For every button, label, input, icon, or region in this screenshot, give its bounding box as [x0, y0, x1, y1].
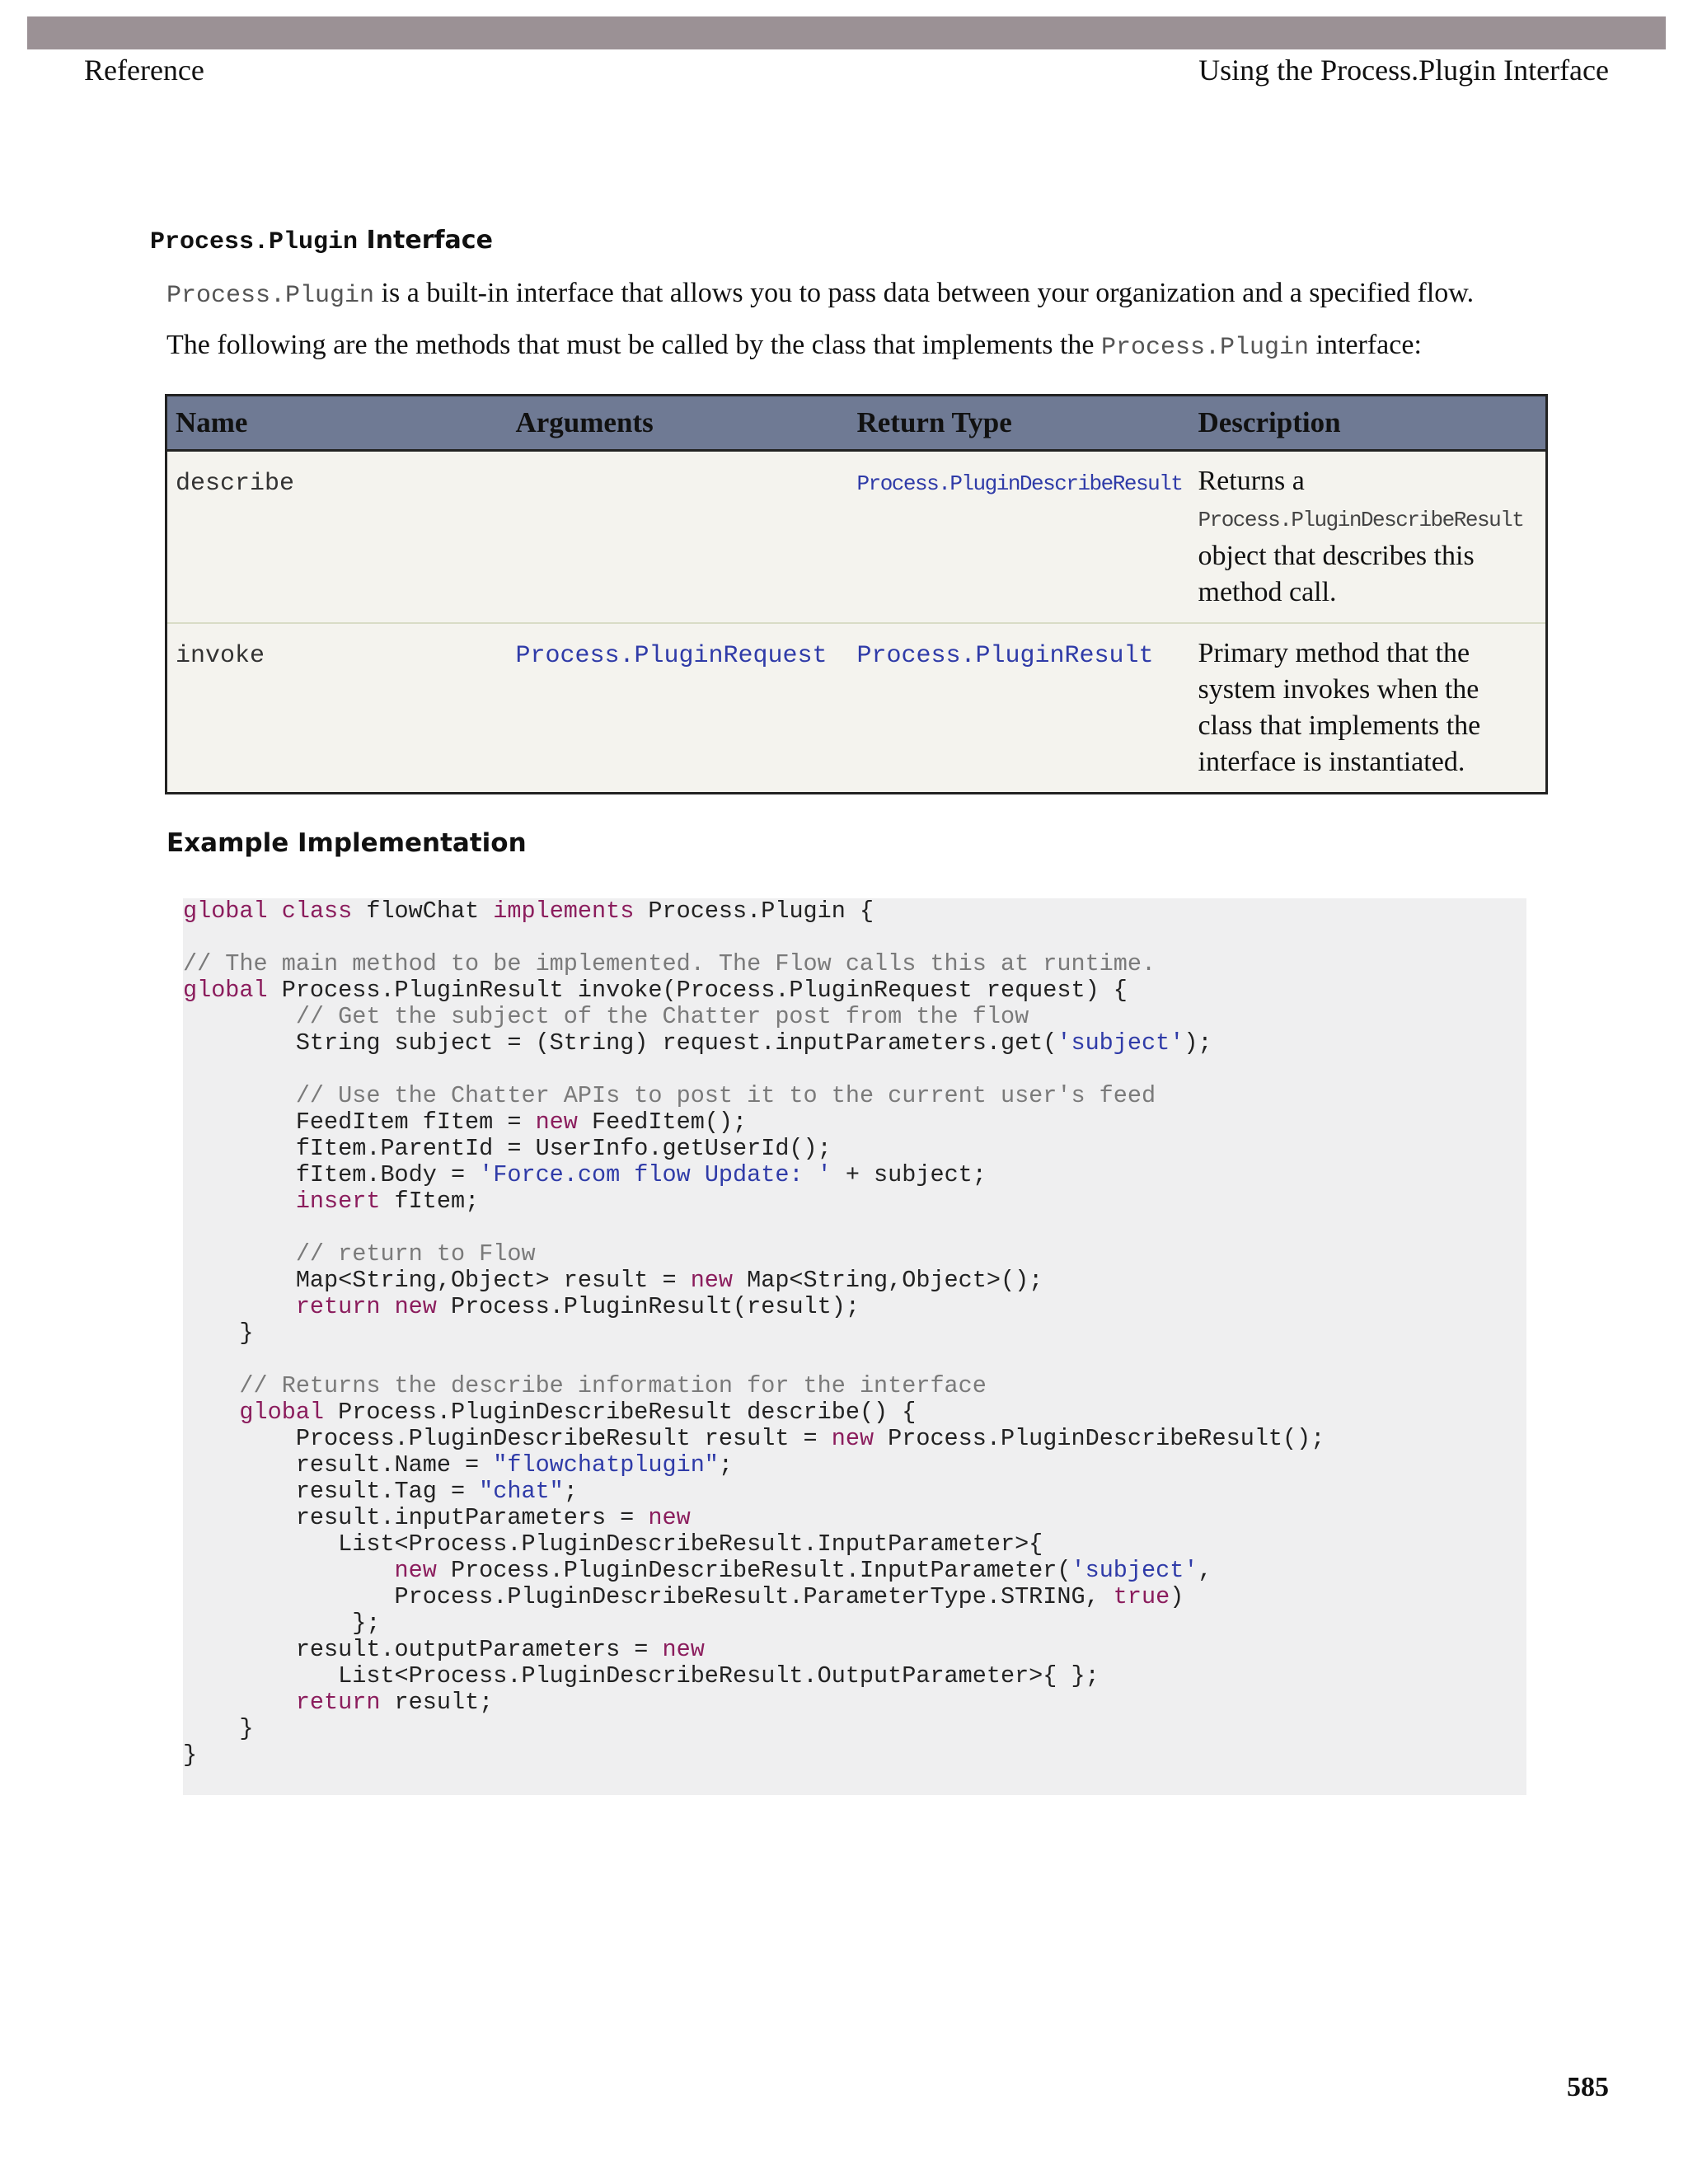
method-name: describe	[176, 470, 295, 498]
code-line	[183, 1083, 1526, 1109]
code-keyword: new	[662, 1636, 705, 1663]
code-text: fItem.ParentId = UserInfo.getUserId();	[183, 1135, 832, 1162]
method-arguments-cell	[508, 451, 849, 624]
code-text	[183, 1082, 296, 1109]
code-line	[183, 1637, 1526, 1663]
code-string: 'Force.com flow Update: '	[479, 1161, 832, 1188]
code-text: ;	[563, 1478, 578, 1505]
code-line	[183, 1742, 1526, 1769]
code-text	[183, 1293, 296, 1320]
code-line	[183, 1109, 1526, 1136]
methods-table	[165, 394, 1548, 794]
description-text: Primary method that the system invokes when the class that implements the interface is instantiated.	[1198, 638, 1481, 777]
code-line	[183, 1558, 1526, 1584]
code-text: ;	[718, 1451, 734, 1479]
code-text: List<Process.PluginDescribeResult.InputParameter>{	[183, 1530, 1043, 1558]
methods-intro-after: interface:	[1309, 330, 1422, 360]
code-text	[183, 1240, 296, 1268]
code-text	[268, 898, 282, 925]
code-text: }	[183, 1741, 198, 1769]
code-comment: // return to Flow	[295, 1240, 536, 1268]
method-arguments-cell	[508, 623, 849, 794]
intro-text: is a built-in interface that allows you to pass data between your organization and a specified flow.	[374, 278, 1475, 308]
code-text: result.Tag =	[183, 1478, 480, 1505]
code-line	[183, 1136, 1526, 1162]
running-head-left: Reference	[84, 54, 204, 87]
section-title-text: Interface	[358, 226, 493, 255]
return-type-link[interactable]: Process.PluginResult	[856, 642, 1154, 670]
section-title	[150, 226, 493, 256]
code-keyword: class	[281, 898, 353, 925]
code-keyword: new	[394, 1293, 437, 1320]
code-text	[183, 1399, 239, 1426]
code-text: List<Process.PluginDescribeResult.OutputParameter>{ };	[183, 1662, 1100, 1690]
code-text: Process.PluginDescribeResult.ParameterType.STRING,	[183, 1583, 1114, 1610]
code-text	[183, 1372, 239, 1399]
code-line	[183, 1531, 1526, 1558]
method-name-cell	[166, 623, 508, 794]
code-line	[183, 951, 1526, 977]
code-line	[183, 1716, 1526, 1742]
code-line	[183, 1399, 1526, 1426]
code-text	[380, 1293, 394, 1320]
code-line	[183, 1057, 1526, 1083]
method-return-type-cell	[849, 623, 1190, 794]
code-text: );	[1184, 1029, 1212, 1057]
code-keyword: new	[535, 1108, 578, 1136]
code-keyword: return	[295, 1293, 381, 1320]
code-text: Process.PluginResult invoke(Process.PluginRequest request) {	[267, 977, 1128, 1004]
code-keyword: new	[690, 1267, 734, 1294]
description-text: Returns a	[1198, 466, 1305, 496]
code-keyword: new	[394, 1557, 437, 1584]
method-name-cell	[166, 451, 508, 624]
code-line	[183, 1690, 1526, 1716]
code-text: };	[183, 1610, 381, 1637]
code-text: Process.Plugin {	[634, 898, 874, 925]
method-return-type-cell	[849, 451, 1190, 624]
section-title-code: Process.Plugin	[150, 228, 359, 256]
page-number: 585	[1567, 2072, 1609, 2102]
code-line	[183, 1505, 1526, 1531]
code-line	[183, 1268, 1526, 1294]
code-text	[183, 1557, 395, 1584]
column-header-description: Description	[1190, 396, 1547, 451]
code-line	[183, 1294, 1526, 1320]
code-text: result;	[380, 1689, 494, 1716]
code-text: FeedItem();	[577, 1108, 748, 1136]
code-keyword: implements	[493, 898, 635, 925]
table-row	[166, 623, 1547, 794]
code-text	[183, 1188, 296, 1215]
code-line	[183, 1610, 1526, 1637]
column-header-name: Name	[166, 396, 508, 451]
code-text: )	[1170, 1583, 1184, 1610]
code-block	[183, 898, 1526, 1795]
code-text: FeedItem fItem =	[183, 1108, 536, 1136]
methods-intro-before: The following are the methods that must be called by the class that implements the	[166, 330, 1101, 360]
code-text: Map<String,Object>();	[733, 1267, 1043, 1294]
description-code: Process.PluginDescribeResult	[1198, 508, 1524, 532]
code-line	[183, 898, 1526, 925]
table-header-row	[166, 396, 1547, 451]
example-heading: Example Implementation	[166, 828, 527, 858]
code-text: fItem;	[380, 1188, 480, 1215]
code-comment: // Get the subject of the Chatter post from the flow	[295, 1003, 1029, 1030]
code-text: Process.PluginDescribeResult result =	[183, 1425, 832, 1452]
code-text: ,	[1198, 1557, 1212, 1584]
code-line	[183, 1188, 1526, 1215]
column-header-arguments: Arguments	[508, 396, 849, 451]
code-line	[183, 1215, 1526, 1241]
code-text: Map<String,Object> result =	[183, 1267, 691, 1294]
code-line	[183, 977, 1526, 1004]
code-line	[183, 1162, 1526, 1188]
intro-code: Process.Plugin	[166, 282, 375, 310]
argument-link[interactable]: Process.PluginRequest	[515, 642, 828, 670]
code-text: }	[183, 1319, 254, 1347]
code-line	[183, 1241, 1526, 1268]
code-keyword: insert	[295, 1188, 381, 1215]
code-text: fItem.Body =	[183, 1161, 480, 1188]
code-text: result.inputParameters =	[183, 1504, 649, 1531]
code-line	[183, 1584, 1526, 1610]
return-type-link[interactable]: Process.PluginDescribeResult	[856, 471, 1183, 496]
methods-intro-code: Process.Plugin	[1101, 334, 1310, 362]
code-line	[183, 1426, 1526, 1452]
code-text: + subject;	[831, 1161, 987, 1188]
column-header-return-type: Return Type	[849, 396, 1190, 451]
code-keyword: return	[295, 1689, 381, 1716]
code-string: "flowchatplugin"	[493, 1451, 719, 1479]
code-line	[183, 1347, 1526, 1373]
code-string: "chat"	[479, 1478, 564, 1505]
methods-intro-paragraph	[166, 327, 1422, 366]
code-comment: // Use the Chatter APIs to post it to the current user's feed	[295, 1082, 1156, 1109]
code-text: result.outputParameters =	[183, 1636, 663, 1663]
code-keyword: global	[183, 977, 268, 1004]
header-bar	[27, 16, 1666, 49]
code-line	[183, 1004, 1526, 1030]
code-comment: // The main method to be implemented. The Flow calls this at runtime.	[183, 950, 1156, 977]
code-text	[183, 1003, 296, 1030]
code-text: Process.PluginDescribeResult.InputParameter(	[436, 1557, 1071, 1584]
code-keyword: new	[831, 1425, 874, 1452]
code-keyword: global	[239, 1399, 325, 1426]
code-keyword: global	[183, 898, 268, 925]
code-line	[183, 1479, 1526, 1505]
code-text: Process.PluginDescribeResult();	[874, 1425, 1325, 1452]
code-keyword: true	[1113, 1583, 1170, 1610]
code-listing	[183, 898, 1526, 1769]
code-text: result.Name =	[183, 1451, 494, 1479]
code-text	[183, 1689, 296, 1716]
code-string: 'subject'	[1071, 1557, 1198, 1584]
code-text: Process.PluginDescribeResult describe() {	[324, 1399, 917, 1426]
method-description-cell	[1190, 451, 1547, 624]
code-text: }	[183, 1715, 254, 1742]
description-text-after: object that describes this method call.	[1198, 541, 1475, 607]
code-text: flowChat	[352, 898, 494, 925]
code-line	[183, 925, 1526, 951]
code-line	[183, 1320, 1526, 1347]
code-string: 'subject'	[1057, 1029, 1184, 1057]
code-comment: // Returns the describe information for the interface	[239, 1372, 987, 1399]
code-line	[183, 1030, 1526, 1057]
code-text: String subject = (String) request.inputParameters.get(	[183, 1029, 1057, 1057]
table-row	[166, 451, 1547, 624]
code-text: Process.PluginResult(result);	[436, 1293, 860, 1320]
method-name: invoke	[176, 642, 265, 670]
code-line	[183, 1452, 1526, 1479]
code-keyword: new	[648, 1504, 691, 1531]
code-line	[183, 1373, 1526, 1399]
method-description-cell	[1190, 623, 1547, 794]
intro-paragraph	[166, 275, 1474, 314]
running-head-right: Using the Process.Plugin Interface	[1198, 54, 1609, 87]
code-line	[183, 1663, 1526, 1690]
